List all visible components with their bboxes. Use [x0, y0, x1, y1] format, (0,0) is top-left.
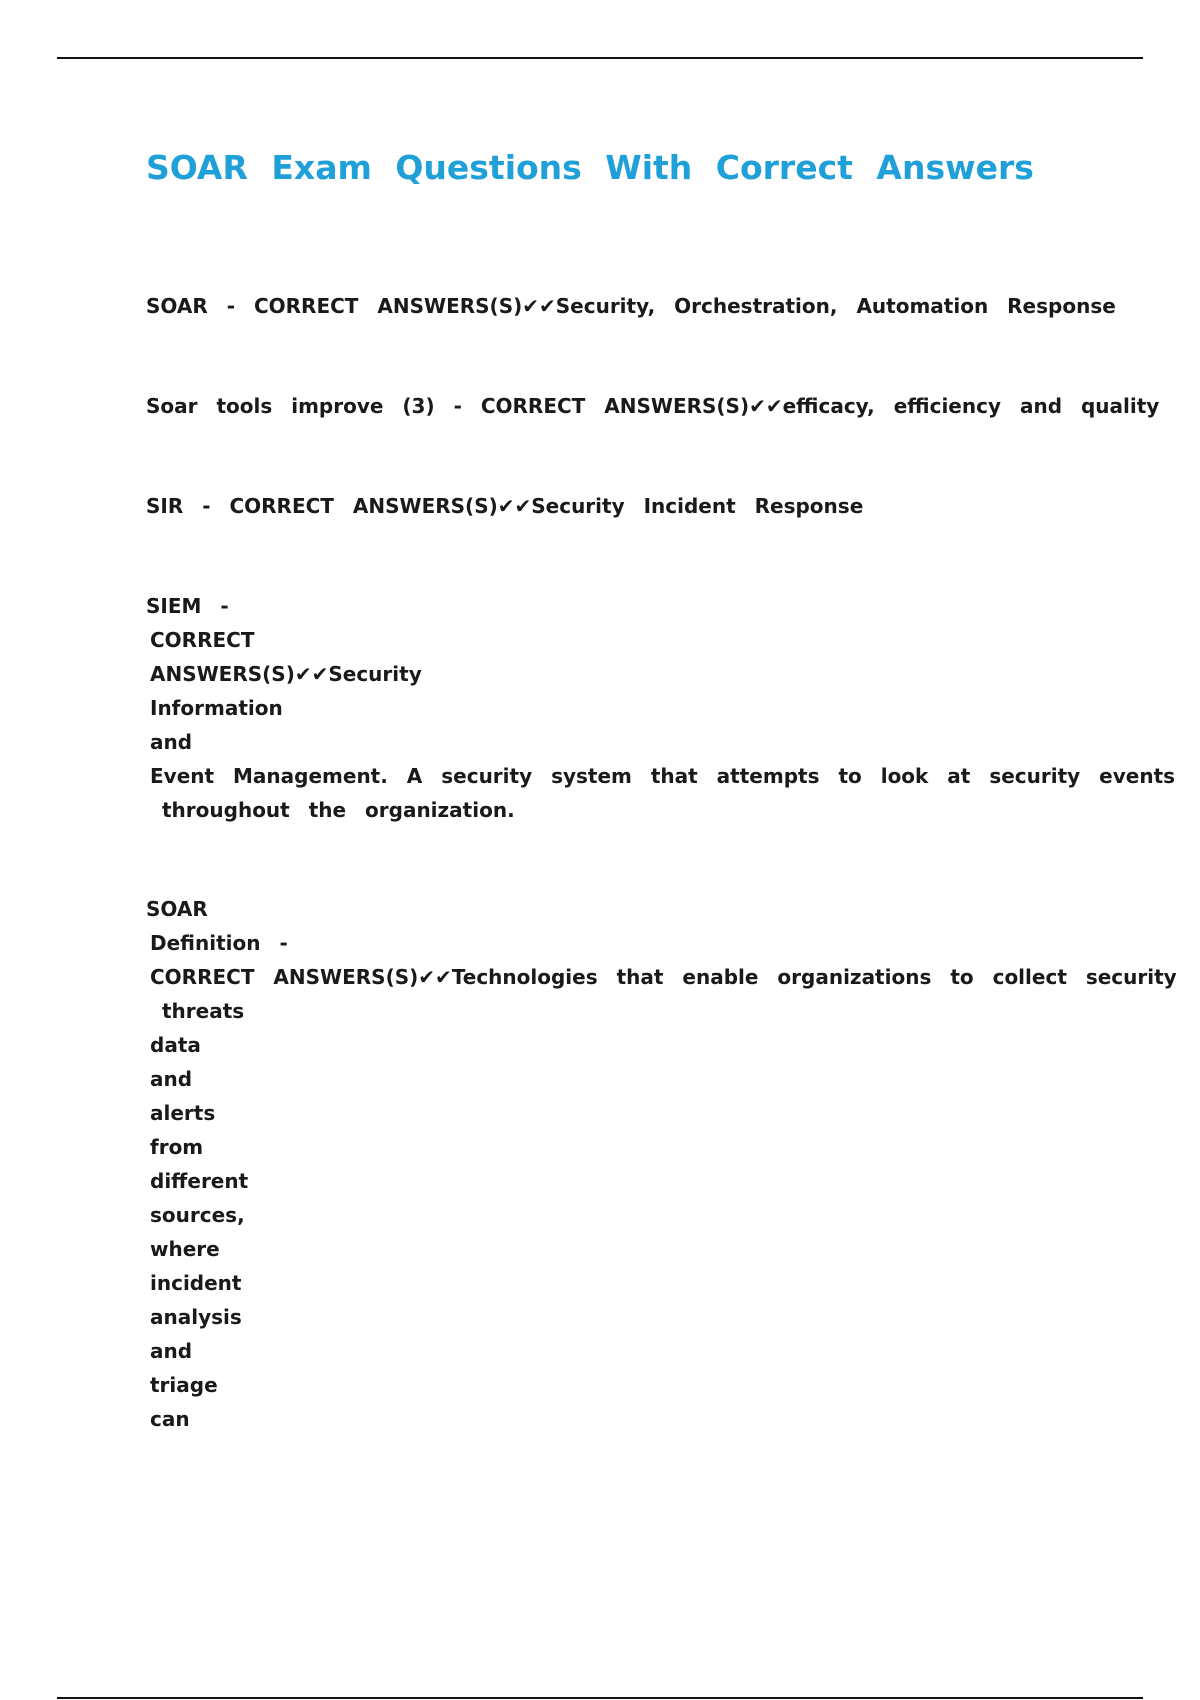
qa-line: data: [150, 1033, 201, 1057]
qa-line: SIEM -: [146, 594, 229, 618]
qa-line: analysis: [150, 1305, 242, 1329]
qa-item-soar-tools: [146, 389, 1159, 423]
footer-rule: [57, 1697, 1143, 1699]
qa-line: triage: [150, 1373, 218, 1397]
qa-line: CORRECT ANSWERS(S)✔✔Technologies that enable organizations to collect security: [150, 965, 1177, 989]
qa-line: can: [150, 1407, 190, 1431]
qa-item-soar: [146, 289, 1116, 323]
qa-line: and: [150, 1067, 193, 1091]
qa-line: where: [150, 1237, 220, 1261]
qa-item-sir: [146, 489, 863, 523]
qa-line: Soar tools improve (3) - CORRECT ANSWERS(S)✔✔efficacy, efficiency and quality: [146, 394, 1160, 418]
header-rule: [57, 57, 1143, 59]
qa-line: from: [150, 1135, 204, 1159]
qa-line: Definition -: [150, 931, 288, 955]
qa-line: alerts: [150, 1101, 216, 1125]
qa-line: SIR - CORRECT ANSWERS(S)✔✔Security Incident Response: [146, 494, 864, 518]
qa-line: Event Management. A security system that attempts to look at security events: [150, 764, 1176, 788]
qa-line: Information: [150, 696, 283, 720]
qa-line: incident: [150, 1271, 242, 1295]
qa-line: throughout the organization.: [162, 798, 515, 822]
qa-item-siem: [146, 589, 1175, 827]
qa-line: and: [150, 730, 193, 754]
qa-line: CORRECT: [150, 628, 255, 652]
qa-line: sources,: [150, 1203, 245, 1227]
qa-line: different: [150, 1169, 249, 1193]
qa-line: threats: [162, 999, 245, 1023]
qa-line: and: [150, 1339, 193, 1363]
qa-line: ANSWERS(S)✔✔Security: [150, 662, 422, 686]
qa-item-soar-definition: [146, 892, 1177, 1436]
document-title: SOAR Exam Questions With Correct Answers: [146, 148, 1034, 187]
qa-line: SOAR - CORRECT ANSWERS(S)✔✔Security, Orchestration, Automation Response: [146, 294, 1116, 318]
qa-line: SOAR: [146, 897, 208, 921]
